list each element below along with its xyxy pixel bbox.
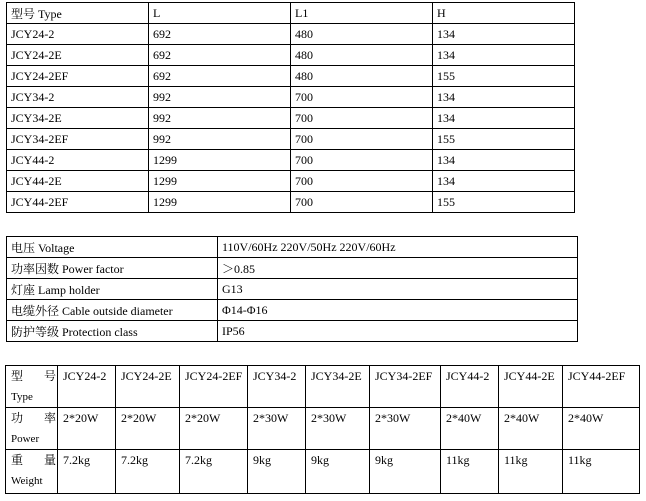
row-label-type xyxy=(6,366,66,408)
table-header-row xyxy=(7,3,575,24)
type-row xyxy=(6,366,640,408)
weight-cell: 11kg xyxy=(441,450,499,494)
spec-label: 功率因数 Power factor xyxy=(7,258,218,279)
table-row xyxy=(7,321,578,342)
spec-label: 防护等级 Protection class xyxy=(7,321,218,342)
model-cell: JCY24-2EF xyxy=(180,366,248,408)
table-row xyxy=(7,150,575,171)
weight-cell: 9kg xyxy=(370,450,441,494)
power-cell: 2*20W xyxy=(180,408,248,450)
spec-value: ＞0.85 xyxy=(218,258,578,279)
table-row xyxy=(7,87,575,108)
label-en: Type xyxy=(11,391,33,403)
value-cell: 700 xyxy=(291,192,433,213)
power-row xyxy=(6,408,640,450)
weight-cell: 7.2kg xyxy=(116,450,180,494)
weight-cell: 11kg xyxy=(499,450,563,494)
table-row xyxy=(7,66,575,87)
value-cell: 134 xyxy=(433,108,575,129)
label-cn: 型 号 xyxy=(11,369,66,383)
value-cell: 700 xyxy=(291,150,433,171)
value-cell: 692 xyxy=(149,66,291,87)
model-cell: JCY34-2EF xyxy=(370,366,441,408)
power-cell: 2*30W xyxy=(370,408,441,450)
weight-cell: 7.2kg xyxy=(180,450,248,494)
model-cell: JCY24-2 xyxy=(7,24,149,45)
table-row xyxy=(7,24,575,45)
label-en: Weight xyxy=(11,475,43,487)
value-cell: 155 xyxy=(433,66,575,87)
value-cell: 692 xyxy=(149,45,291,66)
table-row xyxy=(7,108,575,129)
power-cell: 2*30W xyxy=(306,408,370,450)
value-cell: 992 xyxy=(149,129,291,150)
model-cell: JCY44-2EF xyxy=(7,192,149,213)
label-en: Power xyxy=(11,433,40,445)
value-cell: 1299 xyxy=(149,150,291,171)
power-cell: 2*20W xyxy=(58,408,116,450)
model-cell: JCY44-2 xyxy=(441,366,499,408)
model-cell: JCY24-2E xyxy=(116,366,180,408)
dimension-table xyxy=(6,2,575,213)
model-cell: JCY34-2 xyxy=(248,366,306,408)
header-cell: L1 xyxy=(291,3,433,24)
table-row xyxy=(7,45,575,66)
label-cn: 重 量 xyxy=(11,453,66,467)
value-cell: 1299 xyxy=(149,171,291,192)
value-cell: 134 xyxy=(433,171,575,192)
model-cell: JCY34-2E xyxy=(7,108,149,129)
model-cell: JCY34-2EF xyxy=(7,129,149,150)
row-label-weight xyxy=(6,450,66,494)
power-cell: 2*40W xyxy=(563,408,640,450)
label-cn: 功 率 xyxy=(11,411,66,425)
model-cell: JCY24-2E xyxy=(7,45,149,66)
model-cell: JCY34-2 xyxy=(7,87,149,108)
power-cell: 2*30W xyxy=(248,408,306,450)
value-cell: 134 xyxy=(433,150,575,171)
spec-value: IP56 xyxy=(218,321,578,342)
spec-value: G13 xyxy=(218,279,578,300)
model-cell: JCY44-2 xyxy=(7,150,149,171)
power-cell: 2*40W xyxy=(441,408,499,450)
value-cell: 700 xyxy=(291,108,433,129)
weight-cell: 9kg xyxy=(248,450,306,494)
spec-label: 灯座 Lamp holder xyxy=(7,279,218,300)
power-cell: 2*40W xyxy=(499,408,563,450)
value-cell: 134 xyxy=(433,87,575,108)
table-row xyxy=(7,300,578,321)
model-cell: JCY24-2 xyxy=(58,366,116,408)
header-cell: H xyxy=(433,3,575,24)
table-row xyxy=(7,258,578,279)
weight-cell: 11kg xyxy=(563,450,640,494)
value-cell: 480 xyxy=(291,45,433,66)
spec-label: 电缆外径 Cable outside diameter xyxy=(7,300,218,321)
table-row xyxy=(7,237,578,258)
model-cell: JCY44-2E xyxy=(499,366,563,408)
model-cell: JCY24-2EF xyxy=(7,66,149,87)
electrical-spec-table xyxy=(6,236,578,342)
weight-cell: 9kg xyxy=(306,450,370,494)
power-weight-table xyxy=(5,365,640,494)
weight-row xyxy=(6,450,640,494)
power-cell: 2*20W xyxy=(116,408,180,450)
model-cell: JCY34-2E xyxy=(306,366,370,408)
value-cell: 155 xyxy=(433,192,575,213)
table-row xyxy=(7,171,575,192)
value-cell: 692 xyxy=(149,24,291,45)
weight-cell: 7.2kg xyxy=(58,450,116,494)
model-cell: JCY44-2E xyxy=(7,171,149,192)
value-cell: 992 xyxy=(149,87,291,108)
value-cell: 134 xyxy=(433,45,575,66)
header-cell: L xyxy=(149,3,291,24)
table-row xyxy=(7,192,575,213)
value-cell: 155 xyxy=(433,129,575,150)
value-cell: 700 xyxy=(291,129,433,150)
value-cell: 480 xyxy=(291,66,433,87)
value-cell: 700 xyxy=(291,87,433,108)
spec-value: 110V/60Hz 220V/50Hz 220V/60Hz xyxy=(218,237,578,258)
row-label-power xyxy=(6,408,66,450)
value-cell: 134 xyxy=(433,24,575,45)
table-row xyxy=(7,129,575,150)
value-cell: 700 xyxy=(291,171,433,192)
table-row xyxy=(7,279,578,300)
spec-label: 电压 Voltage xyxy=(7,237,218,258)
model-cell: JCY44-2EF xyxy=(563,366,640,408)
value-cell: 480 xyxy=(291,24,433,45)
value-cell: 1299 xyxy=(149,192,291,213)
value-cell: 992 xyxy=(149,108,291,129)
header-cell: 型号 Type xyxy=(7,3,149,24)
spec-value: Φ14-Φ16 xyxy=(218,300,578,321)
